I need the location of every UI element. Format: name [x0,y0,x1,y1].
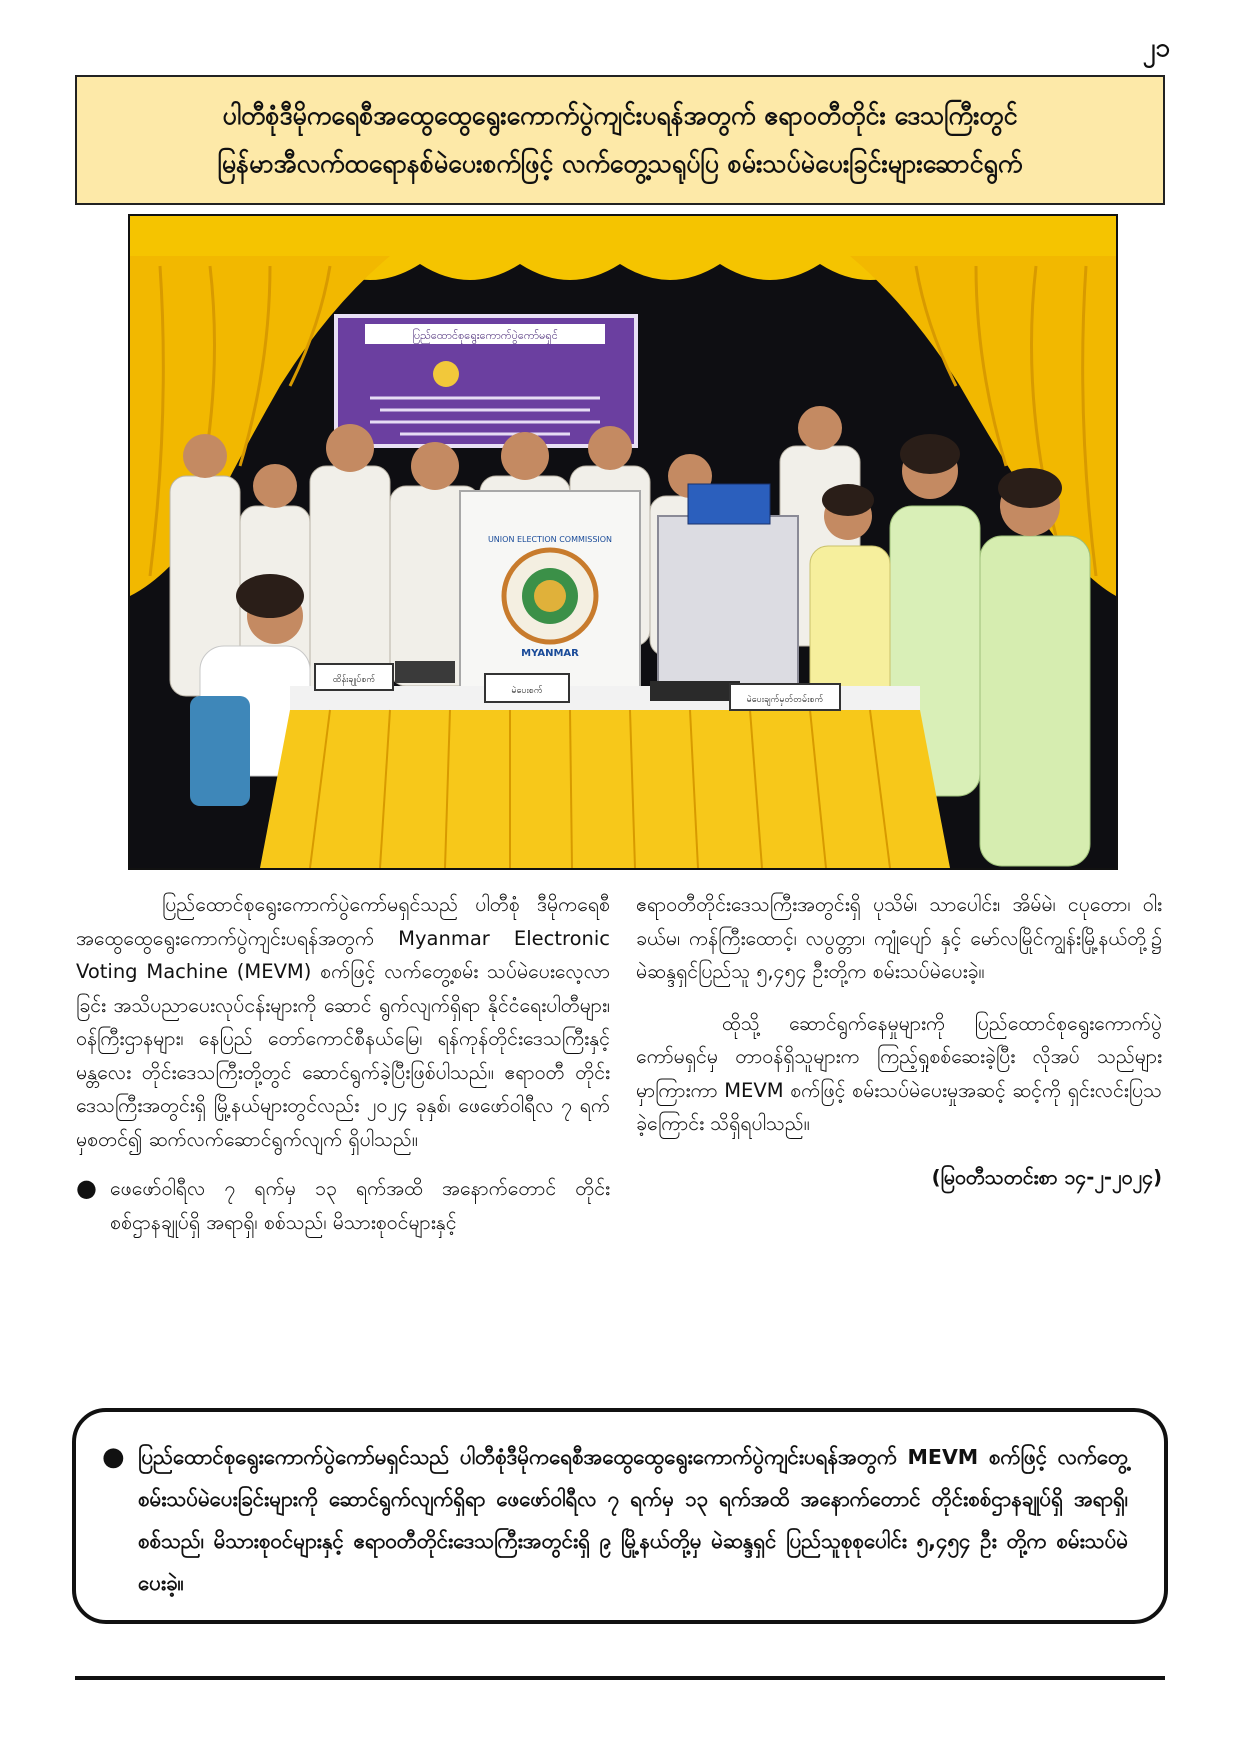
svg-text:မဲပေးစက်: မဲပေးစက် [511,686,543,696]
ballot-box [658,516,798,696]
summary-box [72,1408,1168,1624]
article-source: (မြဝတီသတင်းစာ ၁၄-၂-၂၀၂၄) [931,1165,1162,1189]
booth-logo-top-text: UNION ELECTION COMMISSION [487,535,613,544]
article-paragraph-3: ထိုသို့ ဆောင်ရွက်နေမှုများကို ပြည်ထောင်စုရွေးကောက်ပွဲ ကော်မရှင်မှ တာဝန်ရှိသူများက ကြည့်ရှုစစ်ဆေးခဲ့ပြီး လိုအပ် သည်များ မှာကြားကာ MEVM စက်ဖြင့် စမ်းသပ်မဲပေးမှုအဆင့် ဆင့်ကို ရှင်းလင်းပြသခဲ့ကြောင်း သိရှိရပါသည်။ [636,1011,1162,1135]
article-title-line-2: မြန်မာအီလက်ထရောနစ်မဲပေးစက်ဖြင့် လက်တွေ့သရုပ်ပြ စမ်းသပ်မဲပေးခြင်းများဆောင်ရွက် [217,149,1023,178]
bullet-icon: ● [76,1174,97,1202]
article-paragraph-2: ဧရာဝတီတိုင်းဒေသကြီးအတွင်းရှိ ပုသိမ်၊ သာပေါင်း၊ အိမ်မဲ၊ ငပုတော၊ ဝါးခယ်မ၊ ကန်ကြီးထောင့်၊ လပွတ္တာ၊ ကျုံပျော် နှင့် မော်လမြိုင်ကျွန်းမြို့နယ်တို့၌ မဲဆန္ဒရှင်ပြည်သူ ၅,၄၅၄ ဦးတို့က စမ်းသပ်မဲပေးခဲ့။ [636,893,1162,983]
svg-text:ထိန်းချုပ်စက်: ထိန်းချုပ်စက် [332,675,376,685]
banner-heading: ပြည်ထောင်စုရွေးကောက်ပွဲကော်မရှင် [412,329,558,342]
article-left-column [76,888,610,1239]
article-paragraph-1: ပြည်ထောင်စုရွေးကောက်ပွဲကော်မရှင်သည် ပါတီစုံ ဒီမိုကရေစီအထွေထွေရွေးကောက်ပွဲကျင်းပရန်အတွက် Myanmar Electronic Voting Machine (MEVM) စက်ဖြင့် လက်တွေ့စမ်း သပ်မဲပေးလေ့လာခြင်း အသိပညာပေးလုပ်ငန်းများကို ဆောင် ရွက်လျက်ရှိရာ နိုင်ငံရေးပါတီများ၊ ဝန်ကြီးဌာနများ၊ နေပြည် တော်ကောင်စီနယ်မြေ၊ ရန်ကုန်တိုင်းဒေသကြီးနှင့် မန္တလေး တိုင်းဒေသကြီးတို့တွင် ဆောင်ရွက်ခဲ့ပြီးဖြစ်ပါသည်။ ဧရာဝတီ တိုင်းဒေသကြီးအတွင်းရှိ မြို့နယ်များတွင်လည်း ၂၀၂၄ ခုနှစ်၊ ဖေဖော်ဝါရီလ ၇ ရက်မှစတင်၍ ဆက်လက်ဆောင်ရွက်လျက် ရှိပါသည်။ [76,893,610,1151]
summary-text: ပြည်ထောင်စုရွေးကောက်ပွဲကော်မရှင်သည် ပါတီစုံဒီမိုကရေစီအထွေထွေရွေးကောက်ပွဲကျင်းပရန်အတွက် MEVM စက်ဖြင့် လက်တွေ့စမ်းသပ်မဲပေးခြင်းများကို ဆောင်ရွက်လျက်ရှိရာ ဖေဖော်ဝါရီလ ၇ ရက်မှ ၁၃ ရက်အထိ အနောက်တောင် တိုင်းစစ်ဌာနချုပ်ရှိ အရာရှိ၊ စစ်သည်၊ မိသားစုဝင်များနှင့် ဧရာဝတီတိုင်းဒေသကြီးအတွင်းရှိ ၉ မြို့နယ်တို့မှ မဲဆန္ဒရှင် ပြည်သူစုစုပေါင်း ၅,၄၅၄ ဦး တို့က စမ်းသပ်မဲပေးခဲ့။ [138,1445,1128,1595]
table-skirt [260,710,950,868]
svg-text:မဲပေးချက်မှတ်တမ်းစက်: မဲပေးချက်မှတ်တမ်းစက် [746,695,824,705]
article-bullet [76,1172,610,1239]
page-number: ၂၁ [1142,33,1170,63]
article-title-line-1: ပါတီစုံဒီမိုကရေစီအထွေထွေရွေးကောက်ပွဲကျင်းပရန်အတွက် ဧရာဝတီတိုင်း ဒေသကြီးတွင် [222,101,1018,130]
event-photo [128,214,1118,870]
booth-logo-bottom-text: MYANMAR [521,648,579,659]
footer-rule [75,1676,1165,1680]
article-right-column [636,888,1162,1194]
summary-bullet-icon: ● [102,1442,125,1472]
article-title-box [75,75,1165,205]
article-bullet-text: ဖေဖော်ဝါရီလ ၇ ရက်မှ ၁၃ ရက်အထိ အနောက်တောင် တိုင်းစစ်ဌာနချုပ်ရှိ အရာရှိ၊ စစ်သည်၊ မိသားစုဝင်များနှင့် [110,1177,610,1234]
